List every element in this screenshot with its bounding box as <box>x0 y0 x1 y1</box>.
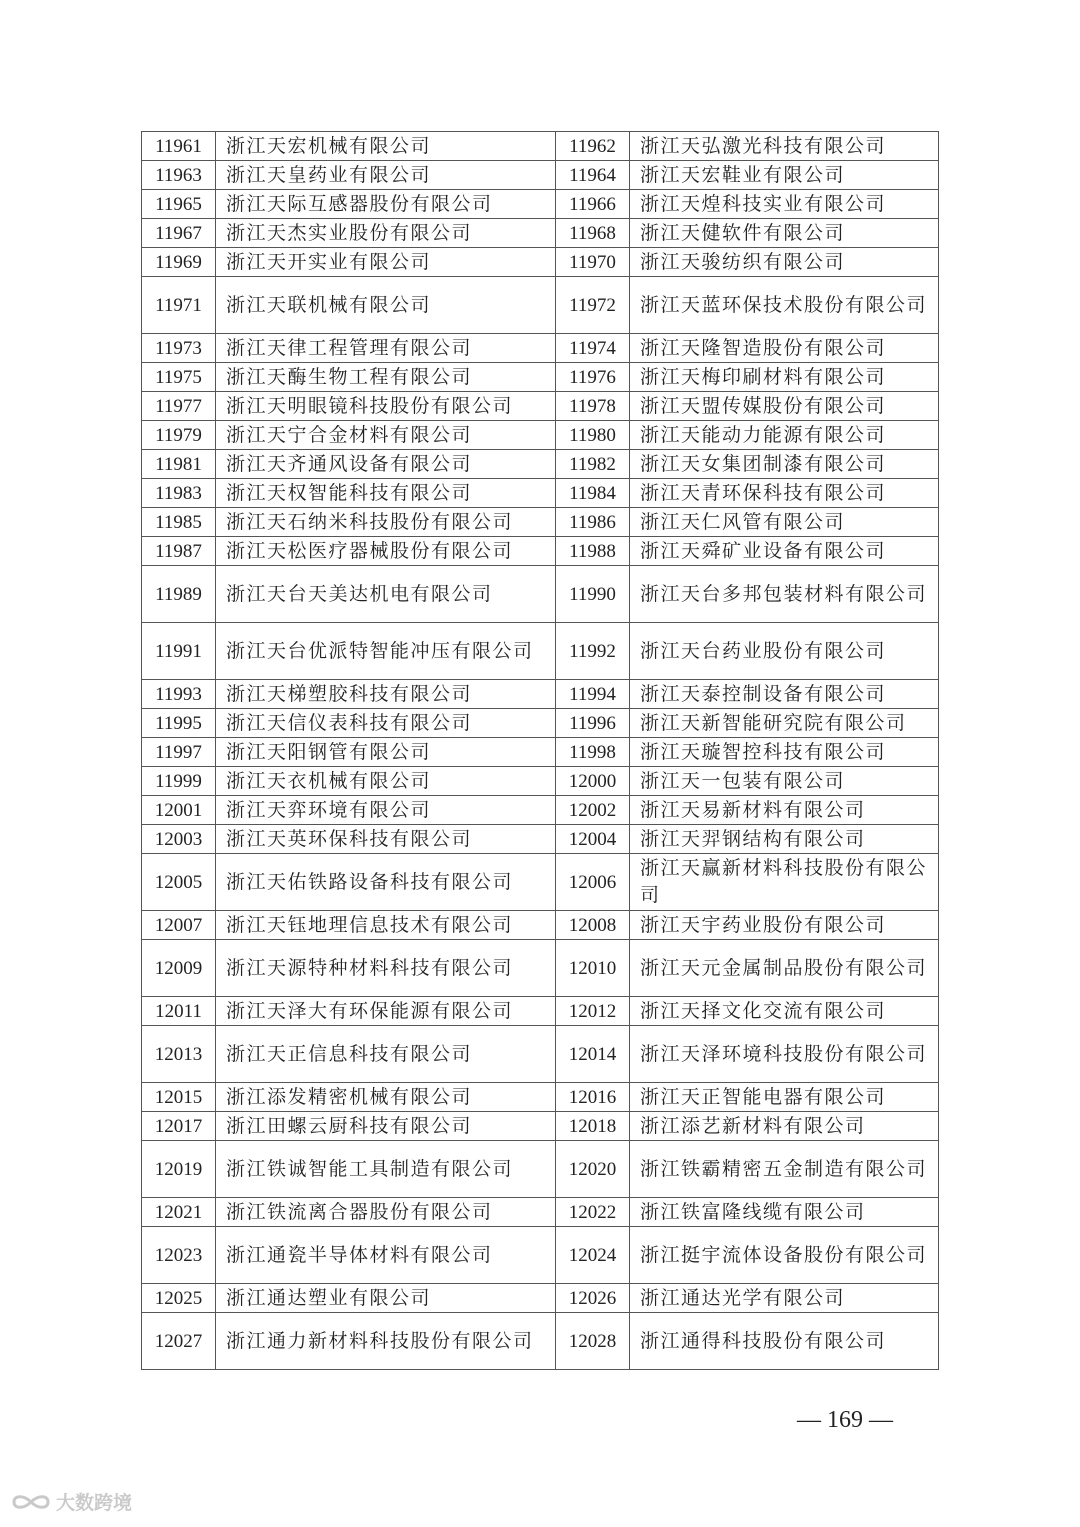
left-company-name-cell: 浙江天英环保科技有限公司 <box>216 825 556 854</box>
table-row <box>142 1284 939 1313</box>
left-company-name-cell: 浙江通力新材料科技股份有限公司 <box>216 1313 556 1370</box>
right-id-cell: 11990 <box>556 566 630 623</box>
left-company-name-cell: 浙江天酶生物工程有限公司 <box>216 363 556 392</box>
watermark <box>10 1488 132 1515</box>
right-id-cell: 12002 <box>556 796 630 825</box>
table-row <box>142 248 939 277</box>
right-company-name-cell: 浙江天舜矿业设备有限公司 <box>630 537 939 566</box>
table-row <box>142 537 939 566</box>
right-id-cell: 11986 <box>556 508 630 537</box>
right-id-cell: 12026 <box>556 1284 630 1313</box>
left-id-cell: 11975 <box>142 363 216 392</box>
table-row <box>142 767 939 796</box>
right-id-cell: 11992 <box>556 623 630 680</box>
table-row <box>142 450 939 479</box>
right-id-cell: 11996 <box>556 709 630 738</box>
right-id-cell: 11988 <box>556 537 630 566</box>
left-id-cell: 12015 <box>142 1083 216 1112</box>
left-company-name-cell: 浙江天弈环境有限公司 <box>216 796 556 825</box>
right-id-cell: 11972 <box>556 277 630 334</box>
right-company-name-cell: 浙江天盟传媒股份有限公司 <box>630 392 939 421</box>
left-company-name-cell: 浙江天梯塑胶科技有限公司 <box>216 680 556 709</box>
table-row <box>142 190 939 219</box>
table-row <box>142 161 939 190</box>
right-company-name-cell: 浙江铁富隆线缆有限公司 <box>630 1198 939 1227</box>
left-company-name-cell: 浙江天开实业有限公司 <box>216 248 556 277</box>
right-company-name-cell: 浙江天一包装有限公司 <box>630 767 939 796</box>
right-id-cell: 11964 <box>556 161 630 190</box>
right-id-cell: 12014 <box>556 1026 630 1083</box>
table-row <box>142 997 939 1026</box>
left-id-cell: 11999 <box>142 767 216 796</box>
table-row <box>142 1227 939 1284</box>
right-id-cell: 11962 <box>556 132 630 161</box>
left-company-name-cell: 浙江天杰实业股份有限公司 <box>216 219 556 248</box>
left-id-cell: 12001 <box>142 796 216 825</box>
table-row <box>142 940 939 997</box>
left-company-name-cell: 浙江通达塑业有限公司 <box>216 1284 556 1313</box>
left-company-name-cell: 浙江天阳钢管有限公司 <box>216 738 556 767</box>
right-id-cell: 11982 <box>556 450 630 479</box>
table-row <box>142 709 939 738</box>
table-row <box>142 479 939 508</box>
left-company-name-cell: 浙江天律工程管理有限公司 <box>216 334 556 363</box>
right-id-cell: 12010 <box>556 940 630 997</box>
table-row <box>142 911 939 940</box>
left-company-name-cell: 浙江添发精密机械有限公司 <box>216 1083 556 1112</box>
company-table <box>141 131 939 1370</box>
left-company-name-cell: 浙江天际互感器股份有限公司 <box>216 190 556 219</box>
right-company-name-cell: 浙江天仁风管有限公司 <box>630 508 939 537</box>
right-company-name-cell: 浙江天元金属制品股份有限公司 <box>630 940 939 997</box>
left-id-cell: 11989 <box>142 566 216 623</box>
left-company-name-cell: 浙江铁诚智能工具制造有限公司 <box>216 1141 556 1198</box>
left-id-cell: 11987 <box>142 537 216 566</box>
left-id-cell: 11995 <box>142 709 216 738</box>
right-id-cell: 11968 <box>556 219 630 248</box>
left-company-name-cell: 浙江天源特种材料科技有限公司 <box>216 940 556 997</box>
left-company-name-cell: 浙江天宏机械有限公司 <box>216 132 556 161</box>
left-id-cell: 11993 <box>142 680 216 709</box>
left-company-name-cell: 浙江天明眼镜科技股份有限公司 <box>216 392 556 421</box>
left-company-name-cell: 浙江天宁合金材料有限公司 <box>216 421 556 450</box>
right-company-name-cell: 浙江天能动力能源有限公司 <box>630 421 939 450</box>
right-company-name-cell: 浙江挺宇流体设备股份有限公司 <box>630 1227 939 1284</box>
left-id-cell: 11971 <box>142 277 216 334</box>
left-id-cell: 12009 <box>142 940 216 997</box>
right-id-cell: 12016 <box>556 1083 630 1112</box>
right-id-cell: 11966 <box>556 190 630 219</box>
left-id-cell: 11981 <box>142 450 216 479</box>
left-company-name-cell: 浙江通瓷半导体材料有限公司 <box>216 1227 556 1284</box>
right-id-cell: 11998 <box>556 738 630 767</box>
left-id-cell: 11997 <box>142 738 216 767</box>
page-number: — 169 — <box>797 1407 893 1433</box>
right-id-cell: 11980 <box>556 421 630 450</box>
right-company-name-cell: 浙江天璇智控科技有限公司 <box>630 738 939 767</box>
right-id-cell: 12004 <box>556 825 630 854</box>
right-company-name-cell: 浙江铁霸精密五金制造有限公司 <box>630 1141 939 1198</box>
left-id-cell: 12003 <box>142 825 216 854</box>
right-id-cell: 12000 <box>556 767 630 796</box>
left-company-name-cell: 浙江铁流离合器股份有限公司 <box>216 1198 556 1227</box>
table-row <box>142 1083 939 1112</box>
right-company-name-cell: 浙江天泰控制设备有限公司 <box>630 680 939 709</box>
right-company-name-cell: 浙江天健软件有限公司 <box>630 219 939 248</box>
left-company-name-cell: 浙江天齐通风设备有限公司 <box>216 450 556 479</box>
left-id-cell: 12021 <box>142 1198 216 1227</box>
right-id-cell: 12008 <box>556 911 630 940</box>
left-company-name-cell: 浙江天权智能科技有限公司 <box>216 479 556 508</box>
right-company-name-cell: 浙江天泽环境科技股份有限公司 <box>630 1026 939 1083</box>
left-id-cell: 12019 <box>142 1141 216 1198</box>
table-row <box>142 854 939 911</box>
right-company-name-cell: 浙江天宏鞋业有限公司 <box>630 161 939 190</box>
left-company-name-cell: 浙江天衣机械有限公司 <box>216 767 556 796</box>
left-id-cell: 11991 <box>142 623 216 680</box>
right-company-name-cell: 浙江天新智能研究院有限公司 <box>630 709 939 738</box>
left-id-cell: 12013 <box>142 1026 216 1083</box>
right-company-name-cell: 浙江天弘激光科技有限公司 <box>630 132 939 161</box>
table-row <box>142 334 939 363</box>
table-row <box>142 1198 939 1227</box>
left-id-cell: 12011 <box>142 997 216 1026</box>
right-company-name-cell: 浙江天羿钢结构有限公司 <box>630 825 939 854</box>
left-company-name-cell: 浙江天石纳米科技股份有限公司 <box>216 508 556 537</box>
right-id-cell: 12022 <box>556 1198 630 1227</box>
left-id-cell: 11979 <box>142 421 216 450</box>
left-id-cell: 12005 <box>142 854 216 911</box>
left-id-cell: 12027 <box>142 1313 216 1370</box>
left-id-cell: 11961 <box>142 132 216 161</box>
left-id-cell: 12007 <box>142 911 216 940</box>
left-id-cell: 12023 <box>142 1227 216 1284</box>
left-id-cell: 12017 <box>142 1112 216 1141</box>
right-company-name-cell: 浙江天隆智造股份有限公司 <box>630 334 939 363</box>
right-id-cell: 11974 <box>556 334 630 363</box>
left-id-cell: 11965 <box>142 190 216 219</box>
right-company-name-cell: 浙江天蓝环保技术股份有限公司 <box>630 277 939 334</box>
table-row <box>142 421 939 450</box>
table-row <box>142 508 939 537</box>
left-company-name-cell: 浙江天信仪表科技有限公司 <box>216 709 556 738</box>
table-row <box>142 680 939 709</box>
right-company-name-cell: 浙江通得科技股份有限公司 <box>630 1313 939 1370</box>
table-row <box>142 1313 939 1370</box>
left-company-name-cell: 浙江天台优派特智能冲压有限公司 <box>216 623 556 680</box>
right-company-name-cell: 浙江天择文化交流有限公司 <box>630 997 939 1026</box>
left-company-name-cell: 浙江天泽大有环保能源有限公司 <box>216 997 556 1026</box>
right-id-cell: 12006 <box>556 854 630 911</box>
left-company-name-cell: 浙江天皇药业有限公司 <box>216 161 556 190</box>
left-company-name-cell: 浙江天台天美达机电有限公司 <box>216 566 556 623</box>
right-company-name-cell: 浙江天台药业股份有限公司 <box>630 623 939 680</box>
right-company-name-cell: 浙江通达光学有限公司 <box>630 1284 939 1313</box>
table-row <box>142 1026 939 1083</box>
right-id-cell: 11994 <box>556 680 630 709</box>
right-company-name-cell: 浙江天正智能电器有限公司 <box>630 1083 939 1112</box>
left-company-name-cell: 浙江天佑铁路设备科技有限公司 <box>216 854 556 911</box>
infinity-logo-icon <box>10 1490 52 1514</box>
right-company-name-cell: 浙江天煌科技实业有限公司 <box>630 190 939 219</box>
left-id-cell: 11969 <box>142 248 216 277</box>
right-company-name-cell: 浙江天女集团制漆有限公司 <box>630 450 939 479</box>
right-company-name-cell: 浙江天赢新材料科技股份有限公司 <box>630 854 939 911</box>
table-row <box>142 738 939 767</box>
right-company-name-cell: 浙江天易新材料有限公司 <box>630 796 939 825</box>
right-id-cell: 11976 <box>556 363 630 392</box>
right-company-name-cell: 浙江天台多邦包装材料有限公司 <box>630 566 939 623</box>
right-id-cell: 11984 <box>556 479 630 508</box>
right-company-name-cell: 浙江天骏纺织有限公司 <box>630 248 939 277</box>
left-id-cell: 11983 <box>142 479 216 508</box>
left-id-cell: 11977 <box>142 392 216 421</box>
left-company-name-cell: 浙江天钰地理信息技术有限公司 <box>216 911 556 940</box>
right-id-cell: 12024 <box>556 1227 630 1284</box>
table-row <box>142 392 939 421</box>
right-id-cell: 12028 <box>556 1313 630 1370</box>
right-company-name-cell: 浙江天梅印刷材料有限公司 <box>630 363 939 392</box>
left-id-cell: 11967 <box>142 219 216 248</box>
left-company-name-cell: 浙江天正信息科技有限公司 <box>216 1026 556 1083</box>
table-row <box>142 363 939 392</box>
table-row <box>142 566 939 623</box>
left-company-name-cell: 浙江田螺云厨科技有限公司 <box>216 1112 556 1141</box>
table-row <box>142 623 939 680</box>
left-company-name-cell: 浙江天联机械有限公司 <box>216 277 556 334</box>
table-row <box>142 1141 939 1198</box>
table-row <box>142 825 939 854</box>
table-row <box>142 277 939 334</box>
table-row <box>142 132 939 161</box>
table-row <box>142 219 939 248</box>
right-id-cell: 12012 <box>556 997 630 1026</box>
left-company-name-cell: 浙江天松医疗器械股份有限公司 <box>216 537 556 566</box>
watermark-text: 大数跨境 <box>56 1492 133 1514</box>
right-company-name-cell: 浙江天宇药业股份有限公司 <box>630 911 939 940</box>
right-id-cell: 11978 <box>556 392 630 421</box>
left-id-cell: 11963 <box>142 161 216 190</box>
right-company-name-cell: 浙江添艺新材料有限公司 <box>630 1112 939 1141</box>
right-id-cell: 12018 <box>556 1112 630 1141</box>
right-id-cell: 11970 <box>556 248 630 277</box>
table-row <box>142 796 939 825</box>
right-id-cell: 12020 <box>556 1141 630 1198</box>
table-row <box>142 1112 939 1141</box>
left-id-cell: 11973 <box>142 334 216 363</box>
left-id-cell: 11985 <box>142 508 216 537</box>
right-company-name-cell: 浙江天青环保科技有限公司 <box>630 479 939 508</box>
left-id-cell: 12025 <box>142 1284 216 1313</box>
table-body <box>142 132 939 1370</box>
